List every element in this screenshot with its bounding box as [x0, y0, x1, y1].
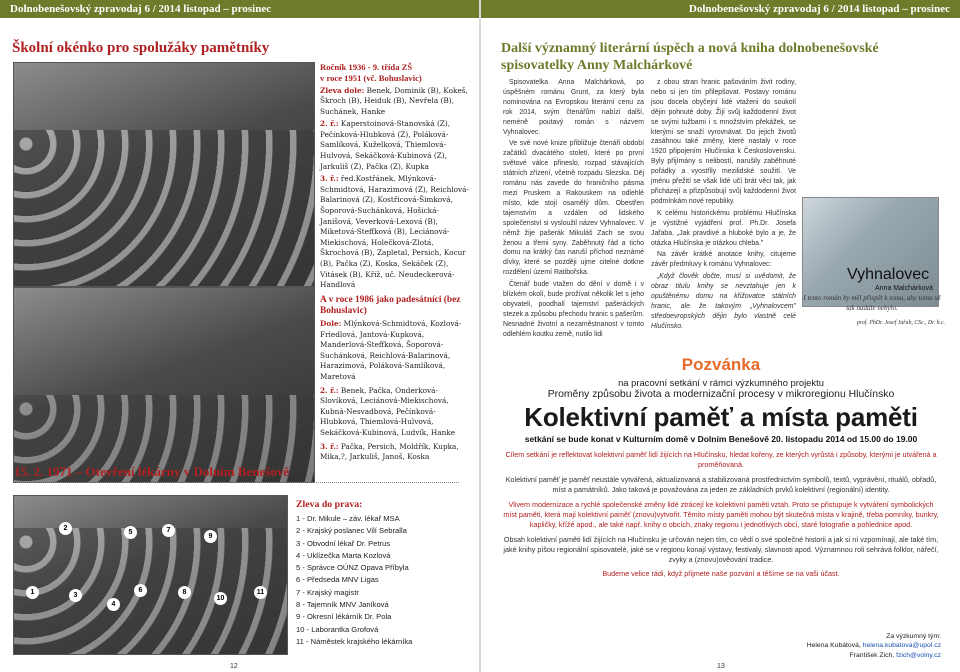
legend-item: 7 - Krajský magistr	[296, 587, 359, 597]
invitation-contacts	[721, 632, 941, 660]
photo-number: 3	[69, 589, 82, 602]
legend-item: 2 - Krajský poslanec Vilí Sebralla	[296, 526, 407, 536]
contact-2: František Zich, fzich@volny.cz	[849, 651, 941, 659]
invitation-venue: setkání se bude konat v Kulturním domě v Dolním Benešově 20. listopadu 2014 od 15.00 do 19.00	[524, 434, 918, 444]
page-number-right: 13	[717, 663, 725, 670]
photo-number: 6	[134, 584, 147, 597]
class2-heading: A v roce 1986 jako padesátníci (bez Bohuslavic)	[320, 295, 461, 316]
page-header-right: Dolnobenešovský zpravodaj 6 / 2014 listopad – prosinec	[481, 0, 960, 18]
row-1: Zleva dole: Benek, Dominik (B), Kokeš, Škroch (B), Heiduk (B), Nevřela (B), Suchánek, Hanke	[320, 85, 468, 116]
photo-number: 4	[107, 598, 120, 611]
book-author: Anna Malchárková	[875, 285, 933, 292]
right-page	[481, 18, 960, 672]
invitation-title: Pozvánka	[681, 355, 761, 374]
photo-number: 8	[178, 586, 191, 599]
right-title-line-2: spisovatelky Anny Malchárkové	[501, 58, 693, 73]
legend-item: 1 - Dr. Mikule – záv. lékař MSA	[296, 514, 400, 523]
class-heading-1: Ročník 1936 - 9. třída ZŠ	[320, 62, 413, 72]
class-heading-2: v roce 1951 (vč. Bohuslavic)	[320, 72, 422, 83]
paragraph: Spisovatelka Anna Malchárková, po úspěšném románu Grunt, za který byla nominována na Evropskou literární cenu za rok 2014, svým čtenářům nabízí další, neméně poutavý román s názvem Vyhnalovec.	[503, 79, 644, 136]
class-caption-1951	[320, 62, 470, 291]
pharmacy-photo	[13, 495, 288, 655]
legend-item: 9 - Okresní lékárník Dr. Pola	[296, 612, 392, 622]
legend-item: 3 - Obvodní lékař Dr. Petrus	[296, 538, 391, 548]
row-2: 2. ř.: Kaperstoinová-Stanovská (Z), Pečínková-Hlubková (Z), Poláková-Samlíková, Kuželková, Thiemlová-Hulvová, Sekáčková-Kubinová (Z), Jarkuliš (Z), Pačka (Z), Kupka	[320, 119, 451, 171]
legend-item: 10 - Laborantka Grofová	[296, 624, 379, 634]
class-photo-1986	[13, 287, 315, 483]
invitation-subtitle-2: Proměny způsobu života a modernizační procesy v mikroregionu Hlučínsko	[547, 389, 895, 400]
paragraph: Ve své nové knize přibližuje čtenáři období začátků dvacátého století, které po první světové válce přineslo, rozpad stávajících státních zřízení, včetně rozpadu Slezska. Děj románu nás zavede do hraničního pásma mezi Pruskem a Rakouskem na odlehlé místo, kde stojí osamělý dům. Obestřen tajemstvím a vzdálen od lidského společenství si vysloužil název Vyhnalovec. V němž žije pašerák Mikuláš Zach se svou ženou a třemi syny. Zaběhnutý řád a ticho domu na krátký čas naruší příchod neznámé dívky, které se později ujme citelné dotkne rozdělení území Ratibořska.	[503, 140, 644, 277]
row-1: Dole: Mlýnková-Schmidtová, Kozlová-Friedlová, Jantová-Kupková, Manderlová-Steffková, Šoporová-Suchánková, Reichlová-Balarinová, Harazimová, Poláková-Samlíková, Maretová	[320, 319, 462, 381]
invitation-paragraph-5: Budeme velice rádi, když přijmete naše pozvání a těšíme se na vaši účast.	[602, 569, 840, 578]
photo-number: 7	[162, 524, 175, 537]
article-column-2	[651, 78, 796, 334]
book-title: Vyhnalovec	[847, 266, 930, 283]
invitation-paragraph-2: Kolektivní paměť je paměť neustále vytvářená, aktualizovaná a stabilizovaná prostřednictvím symbolů, textů, vyprávění, rituálů, obřadů, míst a památníků. Jako taková je považována za jeden ze základních prvků kolektivní (regionální) identity.	[505, 475, 937, 494]
photo-figures	[14, 130, 314, 286]
left-page-title: Školní okénko pro spolužáky pamětníky	[12, 40, 270, 56]
page-number-left: 12	[230, 663, 238, 670]
email-link[interactable]: fzich@volny.cz	[896, 651, 941, 659]
book-cover	[802, 197, 939, 307]
pharmacy-legend	[296, 498, 466, 648]
legend-item: 6 - Předseda MNV Ligas	[296, 575, 379, 585]
photo-number: 5	[124, 526, 137, 539]
email-link[interactable]: helena.kubatova@upol.cz	[862, 642, 941, 650]
legend-title: Zleva do prava:	[296, 499, 363, 510]
legend-item: 11 - Náměstek krajského lékárníka	[296, 636, 413, 646]
photo-number: 2	[59, 522, 72, 535]
pharmacy-title: 15. 2. 1971 – Otevření lékárny v Dolním Benešově	[14, 464, 459, 483]
right-page-title	[501, 40, 951, 74]
photo-number: 9	[204, 530, 217, 543]
invitation	[501, 355, 941, 579]
photo-figures	[14, 528, 287, 654]
paragraph: z obou stran hranic pašováním živit rodiny, nebo si jen tím přilepšovat. Postavy románu jsou docela obyčejní lidé vtaženi do soukolí dějin pohnuté doby. Žijí svůj každodenní život se svými tužbami i s množstvím překážek, se kterými se snaží vyrovnávat. Do jejich životů zasáhnou také změny, které nastaly v roce 1920 připojením Hlučínska k Československu. Byly přijímány s nelibostí, narušily zaběhnuté pořádky a vyostřily mezilidské soužití. Ve jménu přežití se však lidé učí brát věci tak, jak přicházejí a přizpůsobují svůj každodenní život podmínkám nové republiky.	[651, 79, 796, 205]
paragraph: Čtenář bude vtažen do dění v domě i v blízkém okolí, bude prožívat několik let s jeho obyvateli, poodhalí tajemství pašeráckých stezek a způsobu přechodu hranic s pašerům. Nesnadné životní a nezaměstnanost v tomto odlehlém koutku země, nutilo lidi	[503, 281, 644, 338]
row-3: 3. ř.: Pačka, Persich, Moldřík, Kupka, Mika,?, Jarkuliš, Janoš, Koska	[320, 441, 459, 462]
class-caption-1986	[320, 295, 470, 463]
legend-item: 5 - Správce OÚNZ Opava Příbyla	[296, 563, 409, 573]
photo-number: 11	[254, 586, 267, 599]
invitation-subtitle-1: na pracovní setkání v rámci výzkumného projektu	[618, 377, 824, 388]
quote-paragraph: „Když člověk dočte, musí si uvědomit, že obraz titulu knihy se nevztahuje jen k opuštěnému domu na křižovatce státních hranic, ale že takovým „Vyhnalovcem" středoevropských dějin bylo vlastně celé Hlučínsko.	[651, 273, 796, 330]
invitation-headline: Kolektivní paměť a místa paměti	[524, 402, 918, 432]
paragraph: Na závěr krátké anotace knihy, citujeme závěr předmluvy k románu Vyhnalovec:	[651, 251, 796, 269]
legend-item: 4 - Uklízečka Marta Kozlová	[296, 550, 391, 560]
invitation-paragraph-1: Cílem setkání je reflektovat kolektivní paměť lidí žijících na Hlučínsku, hledat kořeny, ze kterých vyrůstá i způsoby, kterými je utvářená a proměňovaná.	[505, 450, 937, 469]
row-2: 2. ř.: Benek, Pačka, Onderková-Slovíková, Leciánová-Miekischová, Kubná-Nesvadbová, Pečínková-Hlubková, Thiemlová-Hulvová, Sekáčková-Kubinová, Ludvík, Hanke	[320, 385, 456, 437]
invitation-paragraph-3: Vlivem modernizace a rychlé společenské změny lidé ztrácejí ke kolektivní paměti vztah. Proto se přistupuje k vytváření symbolických míst paměti, která mají kolektivní paměť (znovu)vytvořit. Těmito místy paměti mohou být skutečná místa v krajině, třeba pomníky, bunkry, kapličky, křížé apod., ale také např. knihy o obcích, znaky regionu i jednotlivých obcí, staré fotografie a pohlednice apod.	[503, 500, 939, 529]
invitation-paragraph-4: Obsah kolektivní paměti lidí žijících na Hlučínsku je určován nejen tím, co vědí o své společné historii a jak si ní vzpomínají, ale také tím, jaké knihy píšou regionální spisovatelé, jaké se v regionu konají výstavy, festivaly, slavnosti apod. Významnou roli sehrává folklor, nářečí, zvyky a (znovu)ověování tradice.	[503, 535, 939, 564]
legend-item: 8 - Tajemník MNV Janíková	[296, 600, 389, 610]
article-column-1	[503, 78, 644, 342]
contact-1: Helena Kubátová, helena.kubatova@upol.cz	[806, 642, 941, 650]
contact-label: Za výzkumný tým:	[886, 633, 941, 640]
right-title-line-1: Další významný literární úspěch a nová kniha dolnobenešovské	[501, 41, 879, 56]
photo-number: 10	[214, 592, 227, 605]
page-header-left: Dolnobenešovský zpravodaj 6 / 2014 listopad – prosinec	[0, 0, 479, 18]
paragraph: K celému historickému problému Hlučínska je výstižné vyjádření prof. Ph.Dr. Josefa Jařaba. „Jak pravdivé a hluboké bylo a je, že otázka Hlučínska je otázkou chleba."	[651, 209, 796, 247]
photo-number: 1	[26, 586, 39, 599]
left-page	[0, 18, 479, 672]
row-3: 3. ř.: řed.Kostřánek, Mlýnková-Schmidtová, Harazimová (Z), Reichlová-Balarinová (Z), Kostřicová-Šimková, Šoporová-Suchánková, Hošická-Janišová, Veverková-Lexová (B), Miketová-Steffková (B), Leciánová-Miekischová, Holečková-Zlotá, Škrochová (B), Zapletal, Persich, Kocur (B), Pačka (Z), Koska, Sekáček (Z), Vitásek (B), Kříž, uč. Neudeckerová-Handlová	[320, 174, 469, 290]
book-signature: prof. PhDr. Josef Jařab, CSc., Dr. h.c.	[856, 320, 945, 326]
class-photo-1951	[13, 62, 315, 287]
book-caption: I tento román by měl přispět k tomu, aby tomu už tak nadále nebylo.	[803, 294, 941, 312]
